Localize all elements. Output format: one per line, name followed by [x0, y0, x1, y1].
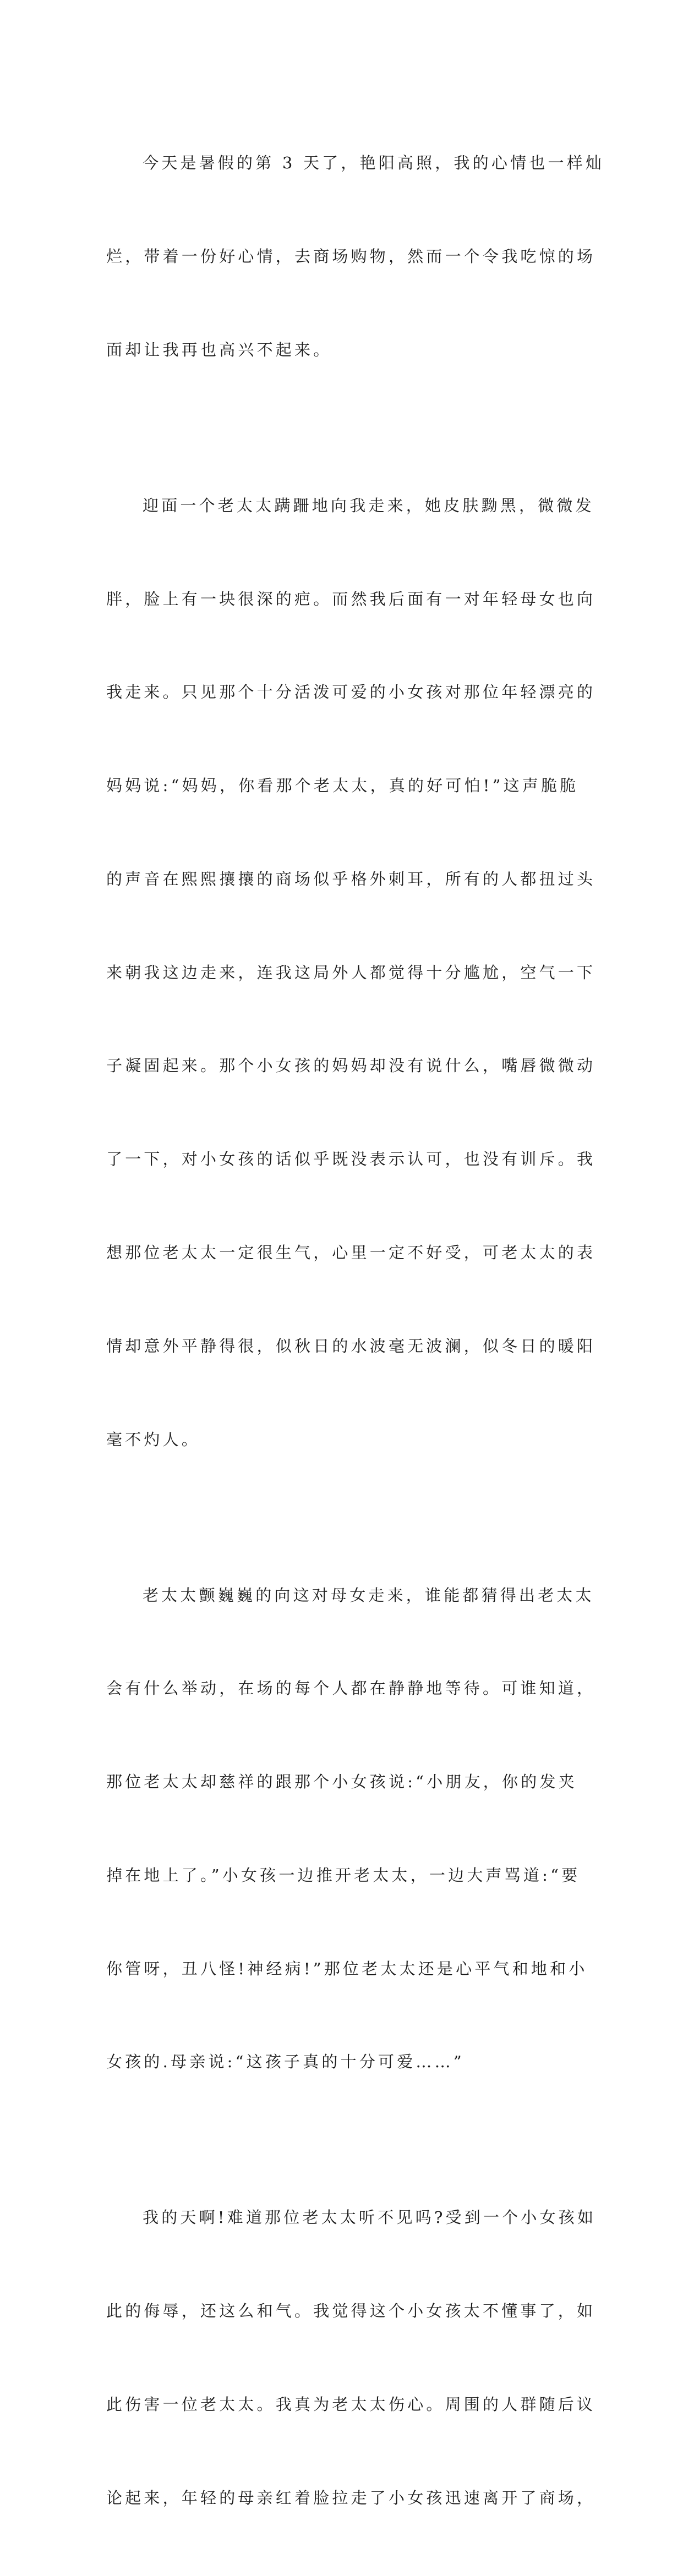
text-line: 论起来，年轻的母亲红着脸拉走了小女孩迅速离开了商场，	[106, 2488, 596, 2507]
text-line: 了一下，对小女孩的话似乎既没表示认可，也没有训斥。我	[106, 1150, 596, 1169]
text-line: 面却让我再也高兴不起来。	[106, 340, 332, 359]
text-line: 胖，脸上有一块很深的疤。而然我后面有一对年轻母女也向	[106, 589, 596, 608]
text-line: 此伤害一位老太太。我真为老太太伤心。周围的人群随后议	[106, 2394, 596, 2414]
text-line: 老太太颤巍巍的向这对母女走来，谁能都猜得出老太太	[143, 1585, 594, 1605]
text-line: 烂，带着一份好心情，去商场购物，然而一个令我吃惊的场	[106, 246, 596, 266]
text-line: 掉在地上了。”小女孩一边推开老太太，一边大声骂道:“要	[106, 1865, 581, 1885]
paragraph-3	[106, 1517, 596, 2140]
text-line: 你管呀，丑八怪!神经病!”那位老太太还是心平气和地和小	[106, 1959, 588, 1978]
text-line: 情却意外平静得很，似秋日的水波毫无波澜，似冬日的暖阳	[106, 1336, 596, 1355]
text-line: 那位老太太却慈祥的跟那个小女孩说:“小朋友，你的发夹	[106, 1772, 577, 1792]
text-line: 今天是暑假的第 3 天了，艳阳高照，我的心情也一样灿	[143, 153, 605, 173]
text-line: 来朝我这边走来，连我这局外人都觉得十分尴尬，空气一下	[106, 963, 596, 982]
paragraph-1	[106, 85, 605, 428]
text-line: 的声音在熙熙攘攘的商场似乎格外刺耳，所有的人都扭过头	[106, 869, 596, 888]
text-line: 想那位老太太一定很生气，心里一定不好受，可老太太的表	[106, 1243, 596, 1262]
text-line: 毫不灼人。	[106, 1430, 201, 1449]
text-line: 迎面一个老太太蹒跚地向我走来，她皮肤黝黑，微微发	[143, 496, 594, 515]
text-line: 女孩的.母亲说:“这孩子真的十分可爱……”	[106, 2052, 465, 2072]
text-line: 我的天啊!难道那位老太太听不见吗?受到一个小女孩如	[143, 2208, 597, 2227]
text-line: 此的侮辱，还这么和气。我觉得这个小女孩太不懂事了，如	[106, 2302, 596, 2321]
paragraph-4	[106, 2140, 597, 2575]
paragraph-2	[106, 428, 596, 1518]
text-line: 我走来。只见那个十分活泼可爱的小女孩对那位年轻漂亮的	[106, 683, 596, 702]
text-line: 妈妈说:“妈妈，你看那个老太太，真的好可怕!”这声脆脆	[106, 776, 579, 795]
essay-body	[106, 85, 605, 2576]
text-line: 子凝固起来。那个小女孩的妈妈却没有说什么，嘴唇微微动	[106, 1056, 596, 1075]
text-line: 会有什么举动，在场的每个人都在静静地等待。可谁知道，	[106, 1679, 596, 1698]
